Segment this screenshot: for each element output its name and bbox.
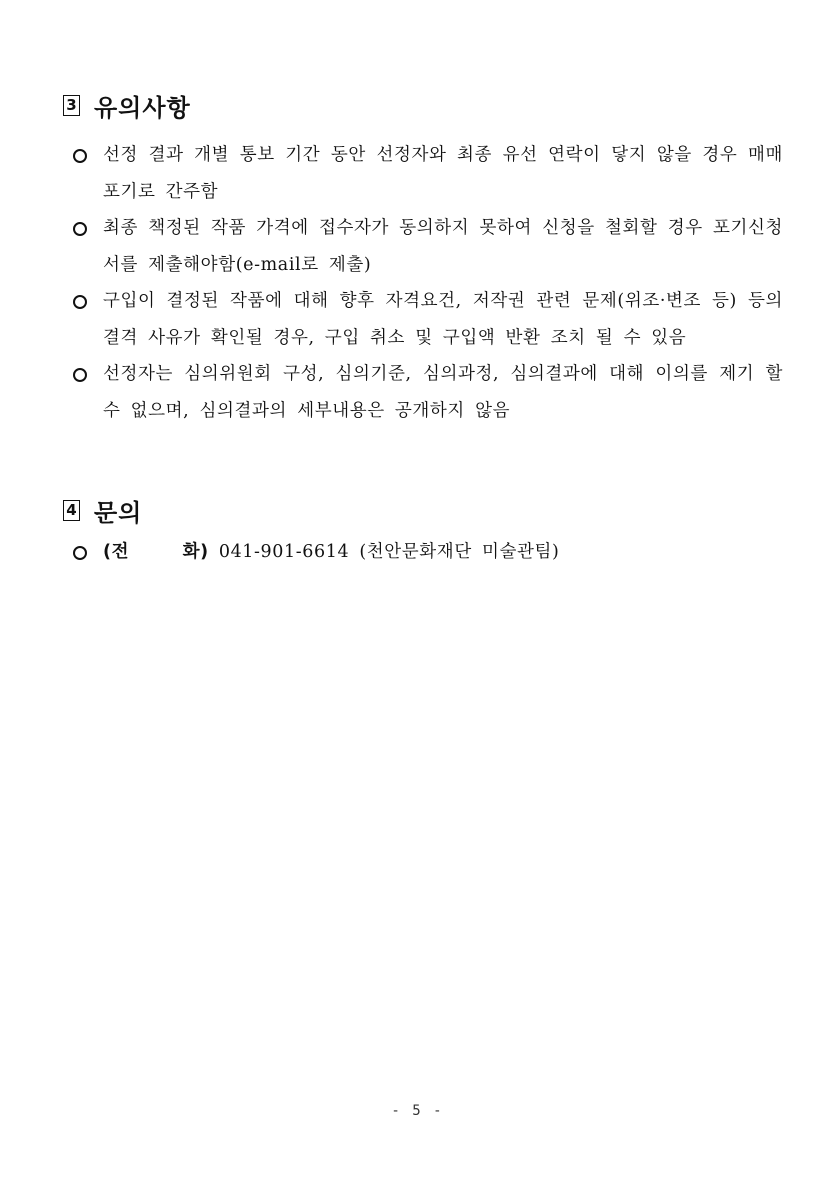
circle-bullet-icon: [73, 368, 87, 382]
list-item-text: 선정자는 심의위원회 구성, 심의기준, 심의과정, 심의결과에 대해 이의를 제기 할 수 없으며, 심의결과의 세부내용은 공개하지 않음: [103, 364, 783, 421]
section-notes: [63, 88, 783, 430]
section-number-box: 3: [63, 95, 80, 116]
page-number: - 5 -: [391, 1103, 444, 1119]
section-heading-notes: [63, 88, 783, 122]
circle-bullet-icon: [73, 546, 87, 560]
list-item: [63, 210, 783, 284]
notes-list: [63, 137, 783, 430]
list-item-text: 선정 결과 개별 통보 기간 동안 선정자와 최종 유선 연락이 닿지 않을 경우 매매 포기로 간주함: [103, 145, 783, 202]
circle-bullet-icon: [73, 149, 87, 163]
contact-item: [63, 534, 783, 571]
phone-value: 041-901-6614 (천안문화재단 미술관팀): [208, 542, 560, 562]
inquiry-list: [63, 534, 783, 571]
list-item-text: 구입이 결정된 작품에 대해 향후 자격요건, 저작권 관련 문제(위조·변조 등) 등의 결격 사유가 확인될 경우, 구입 취소 및 구입액 반환 조치 될 수 있음: [103, 291, 783, 348]
section-title: 유의사항: [94, 93, 191, 122]
circle-bullet-icon: [73, 295, 87, 309]
phone-label: (전 화): [103, 542, 209, 562]
section-title: 문의: [94, 498, 143, 527]
list-item: [63, 137, 783, 211]
circle-bullet-icon: [73, 222, 87, 236]
list-item: [63, 356, 783, 430]
list-item: [63, 283, 783, 357]
section-number-box: 4: [63, 500, 80, 521]
section-inquiry: [63, 493, 783, 571]
list-item-text: 최종 책정된 작품 가격에 접수자가 동의하지 못하여 신청을 철회할 경우 포기신청서를 제출해야함(e-mail로 제출): [103, 218, 783, 275]
section-heading-inquiry: [63, 493, 783, 527]
